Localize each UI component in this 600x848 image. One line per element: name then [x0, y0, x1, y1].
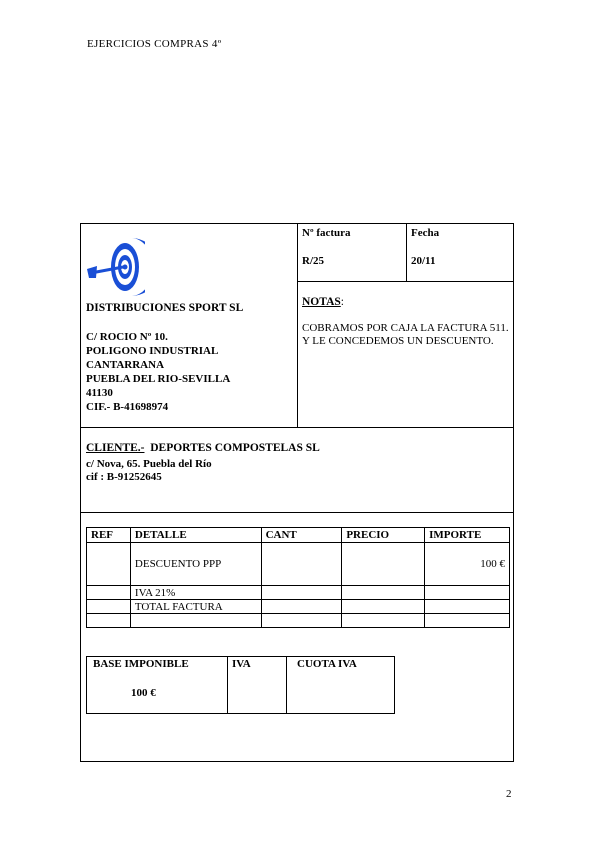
divider-horizontal-notas — [297, 281, 514, 282]
cell-detalle: DESCUENTO PPP — [130, 543, 261, 586]
client-label: CLIENTE.- — [86, 442, 145, 454]
table-header-row — [87, 528, 510, 543]
base-imponible-label: BASE IMPONIBLE — [93, 658, 189, 670]
address-line: C/ ROCIO Nº 10. — [86, 331, 168, 343]
client-name: DEPORTES COMPOSTELAS SL — [150, 442, 320, 454]
client-cif: cif : B-91252645 — [86, 471, 162, 483]
cuota-iva-label: CUOTA IVA — [297, 658, 357, 670]
page-number: 2 — [506, 788, 512, 800]
cell-ref — [87, 543, 131, 586]
col-header-precio: PRECIO — [342, 528, 425, 543]
cell-precio — [342, 600, 425, 614]
items-table — [86, 527, 510, 628]
address-line: PUEBLA DEL RIO-SEVILLA — [86, 373, 231, 385]
divider-horizontal-cliente — [80, 427, 514, 428]
col-header-detalle: DETALLE — [130, 528, 261, 543]
cell-cant — [261, 614, 342, 628]
summary-divider-2 — [286, 656, 287, 714]
address-line: CIF.- B-41698974 — [86, 401, 169, 413]
iva-label: IVA — [232, 658, 251, 670]
address-line: CANTARRANA — [86, 359, 165, 371]
col-header-cant: CANT — [261, 528, 342, 543]
cell-ref — [87, 600, 131, 614]
invoice-date-label: Fecha — [411, 227, 440, 239]
invoice-number: R/25 — [302, 255, 324, 267]
table-row — [87, 600, 510, 614]
divider-vertical-main — [297, 223, 298, 427]
client-line — [86, 442, 320, 454]
page-header: EJERCICIOS COMPRAS 4º — [87, 38, 222, 50]
table-row — [87, 543, 510, 586]
address-line: POLIGONO INDUSTRIAL — [86, 345, 219, 357]
target-arrow-icon — [87, 236, 145, 298]
cell-importe — [425, 600, 510, 614]
notes-label — [302, 296, 344, 308]
cell-cant — [261, 586, 342, 600]
invoice-date: 20/11 — [411, 255, 436, 267]
company-address — [86, 330, 230, 414]
company-name: DISTRIBUCIONES SPORT SL — [86, 302, 244, 314]
cell-precio — [342, 614, 425, 628]
cell-importe: 100 € — [425, 543, 510, 586]
cell-precio — [342, 586, 425, 600]
table-row — [87, 586, 510, 600]
cell-detalle — [130, 614, 261, 628]
divider-horizontal-table — [80, 512, 514, 513]
base-imponible-value: 100 € — [131, 687, 156, 699]
summary-divider-1 — [227, 656, 228, 714]
divider-vertical-fecha — [406, 223, 407, 281]
notes-text: COBRAMOS POR CAJA LA FACTURA 511. Y LE CONCEDEMOS UN DESCUENTO. — [302, 322, 509, 347]
invoice-number-label: Nº factura — [302, 227, 351, 239]
cell-ref — [87, 586, 131, 600]
cell-importe — [425, 586, 510, 600]
cell-importe — [425, 614, 510, 628]
col-header-ref: REF — [87, 528, 131, 543]
notes-label-text: NOTAS — [302, 296, 341, 308]
col-header-importe: IMPORTE — [425, 528, 510, 543]
cell-detalle: TOTAL FACTURA — [130, 600, 261, 614]
cell-cant — [261, 600, 342, 614]
cell-ref — [87, 614, 131, 628]
address-line: 41130 — [86, 387, 113, 399]
cell-detalle: IVA 21% — [130, 586, 261, 600]
notes-label-colon: : — [340, 296, 344, 308]
client-address: c/ Nova, 65. Puebla del Río — [86, 458, 212, 470]
cell-precio — [342, 543, 425, 586]
cell-cant — [261, 543, 342, 586]
table-row — [87, 614, 510, 628]
